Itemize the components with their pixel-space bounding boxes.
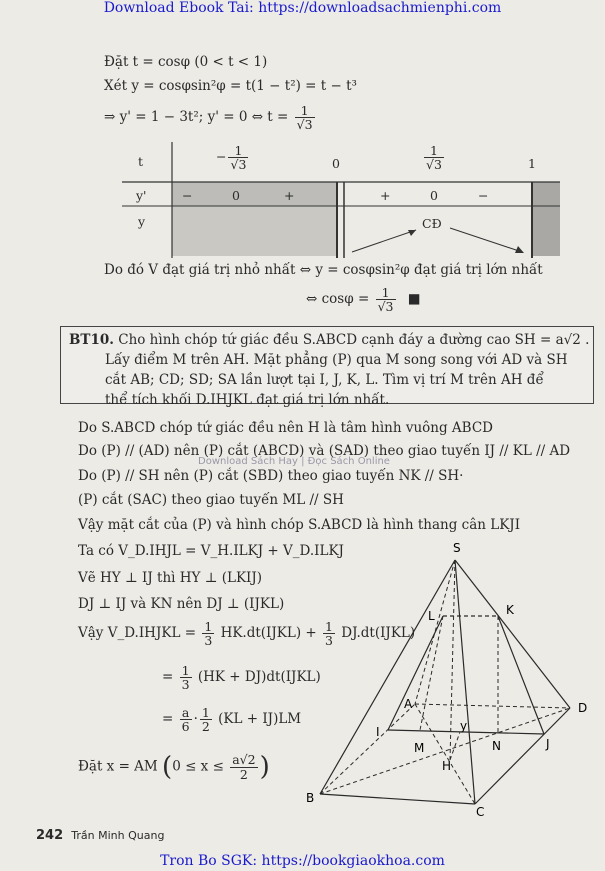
- end-mark: ■: [407, 291, 421, 308]
- solution-line-11: = $\frac{a}{6}$ · $\frac{1}{2}$ (KL + IJ)LM: [162, 705, 302, 735]
- t-value-neg: − $\frac{1}{√3}$: [216, 143, 247, 173]
- problem-box: [60, 326, 594, 408]
- conclusion-line-1: Do đó V đạt giá trị nhỏ nhất ⇔ y = cosφsin²φ đạt giá trị lớn nhất: [104, 262, 543, 278]
- yprime-1: −: [182, 188, 193, 203]
- yprime-4: +: [380, 188, 391, 203]
- solution-line-9: Vậy V_D.IHJKL = $\frac{1}{3}$ HK.dt(IJKL) + $\frac{1}{3}$ DJ.dt(IJKL): [78, 619, 416, 649]
- yprime-5: 0: [430, 188, 438, 203]
- conclusion-line-2: ⇔ cosφ = $\frac{1}{√3}$ ■: [306, 285, 421, 315]
- t-value-zero: 0: [332, 156, 340, 171]
- derivative-text: ⇒ y' = 1 − 3t²; y' = 0 ⇔ t =: [104, 109, 289, 126]
- intro-line-1: Đặt t = cosφ (0 < t < 1): [104, 54, 268, 70]
- t-value-pos: $\frac{1}{√3}$: [426, 143, 442, 173]
- decrease-arrow: [450, 228, 522, 252]
- intro-line-2: Xét y = cosφsin²φ = t(1 − t²) = t − t³: [104, 78, 357, 94]
- label-M: M: [414, 741, 425, 755]
- label-D: D: [578, 701, 588, 715]
- solution-line-1: Do S.ABCD chóp tứ giác đều nên H là tâm hình vuông ABCD: [78, 420, 493, 436]
- author-name: Trần Minh Quang: [71, 829, 165, 842]
- label-J: J: [546, 737, 550, 751]
- solution-line-8: DJ ⊥ IJ và KN nên DJ ⊥ (IJKL): [78, 596, 285, 612]
- row-label-y: y: [138, 214, 146, 229]
- label-y: y: [460, 719, 468, 733]
- increase-arrow: [352, 230, 416, 252]
- t-fraction: $\frac{1}{√3}$: [296, 103, 313, 133]
- intro-line-3: [104, 104, 317, 131]
- label-L: L: [428, 609, 435, 623]
- footer-link[interactable]: Tron Bo SGK: https://bookgiaokhoa.com: [160, 853, 445, 869]
- problem-text: BT10. Cho hình chóp tứ giác đều S.ABCD cạnh đáy a đường cao SH = a√2 . Lấy điểm M trên AH. Mặt phẳng (P) qua M song song với AD và SH cắt AB; CD; SD; SA lần lượt tại I, J, K, L. Tìm vị trí M trên AH để thể tích khối D.IHJKL đạt giá trị lớn nhất.: [69, 332, 590, 408]
- label-B: B: [306, 791, 315, 805]
- pyramid-figure: [300, 540, 600, 820]
- label-C: C: [476, 805, 485, 819]
- shaded-block-1: [172, 182, 337, 206]
- label-K: K: [506, 603, 514, 617]
- solution-line-10: = $\frac{1}{3}$ (HK + DJ)dt(IJKL): [162, 663, 321, 693]
- solution-line-6: Ta có V_D.IHJL = V_H.ILKJ + V_D.ILKJ: [78, 543, 344, 559]
- label-S: S: [453, 541, 461, 555]
- page-footer: [36, 828, 164, 843]
- max-label: CĐ: [422, 216, 442, 231]
- label-A: A: [404, 697, 413, 711]
- shaded-block-3: [532, 182, 560, 256]
- label-H: H: [442, 759, 452, 773]
- solution-line-5: Vậy mặt cắt của (P) và hình chóp S.ABCD là hình thang cân LKJI: [78, 517, 521, 533]
- variation-table: [122, 142, 562, 260]
- label-N: N: [492, 739, 501, 753]
- solution-line-7: Vẽ HY ⊥ IJ thì HY ⊥ (LKIJ): [78, 570, 263, 586]
- problem-label: BT10.: [69, 332, 114, 348]
- download-link[interactable]: Download Ebook Tai: https://downloadsachmienphi.com: [103, 0, 502, 16]
- label-I: I: [376, 725, 380, 739]
- yprime-2: 0: [232, 188, 240, 203]
- solution-line-4: (P) cắt (SAC) theo giao tuyến ML // SH: [78, 492, 344, 508]
- t-value-one: 1: [528, 156, 536, 171]
- watermark-text: Download Sách Hay | Đọc Sách Online: [198, 456, 390, 467]
- page-number: 242: [36, 828, 64, 843]
- row-label-yprime: y': [136, 188, 147, 203]
- solution-line-3: Do (P) // SH nên (P) cắt (SBD) theo giao tuyến NK // SH·: [78, 468, 464, 484]
- solution-line-12: Đặt x = AM (0 ≤ x ≤ $\frac{a√2}{2}$ ): [78, 752, 270, 782]
- yprime-6: −: [478, 188, 489, 203]
- solution-line-2: Do (P) // (AD) nên (P) cắt (ABCD) và (SAD) theo giao tuyến IJ // KL // AD: [78, 443, 571, 459]
- shaded-block-2: [172, 206, 337, 256]
- row-label-t: t: [138, 154, 144, 169]
- yprime-3: +: [284, 188, 295, 203]
